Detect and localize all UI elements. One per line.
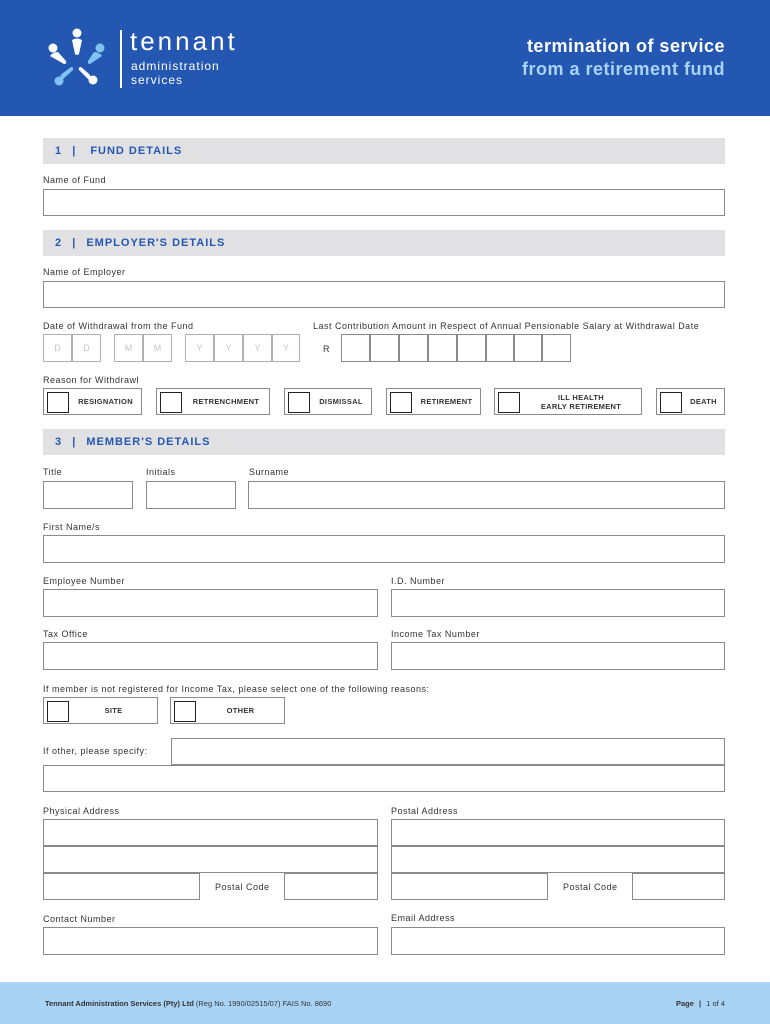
section-fund-details-header	[43, 138, 725, 164]
postal-address-label: Postal Address	[391, 806, 459, 816]
contribution-amount-cell[interactable]	[486, 334, 514, 362]
footer-registration: (Reg No. 1990/02515/07) FAIS No. 8690	[195, 999, 332, 1008]
section-number: 2	[55, 237, 63, 249]
postal-address-line-3[interactable]	[391, 873, 548, 900]
footer-page-separator: |	[699, 999, 702, 1008]
section-title: EMPLOYER'S DETAILS	[86, 237, 226, 249]
id-number-label: I.D. Number	[391, 576, 446, 586]
reason-death-option[interactable]	[656, 388, 725, 415]
postal-address-line-2[interactable]	[391, 846, 725, 873]
retrenchment-checkbox[interactable]	[160, 392, 182, 413]
date-year-cell[interactable]: Y	[214, 334, 243, 362]
contribution-amount-cell[interactable]	[542, 334, 571, 362]
retirement-label: RETIREMENT	[420, 397, 473, 406]
physical-address-line-3[interactable]	[43, 873, 200, 900]
contact-number-input[interactable]	[43, 927, 378, 955]
email-address-input[interactable]	[391, 927, 725, 955]
brand-subtitle-1: administration	[131, 59, 220, 73]
reason-for-withdrawal-label: Reason for Withdrawl	[43, 375, 140, 385]
id-number-input[interactable]	[391, 589, 725, 617]
date-year-cell[interactable]: Y	[272, 334, 300, 362]
section-number: 3	[55, 436, 63, 448]
contribution-amount-cell[interactable]	[428, 334, 457, 362]
employee-number-label: Employee Number	[43, 576, 126, 586]
site-checkbox[interactable]	[47, 701, 69, 722]
physical-postal-code-label: Postal Code	[215, 882, 270, 892]
reason-retirement-option[interactable]	[386, 388, 481, 415]
other-specify-input[interactable]	[171, 738, 725, 765]
tax-office-label: Tax Office	[43, 629, 88, 639]
title-label: Title	[43, 467, 63, 477]
footer-page-value: 1 of 4	[706, 999, 725, 1008]
resignation-label: RESIGNATION	[78, 397, 133, 406]
first-names-label: First Name/s	[43, 522, 101, 532]
contribution-amount-cell[interactable]	[370, 334, 399, 362]
postal-postal-code-input[interactable]	[632, 873, 725, 900]
footer-company-name: Tennant Administration Services (Pty) Ltd	[45, 999, 194, 1008]
death-label: DEATH	[690, 397, 717, 406]
date-of-withdrawal-label: Date of Withdrawal from the Fund	[43, 321, 194, 331]
brand-divider	[120, 30, 122, 88]
title-input[interactable]	[43, 481, 133, 509]
reason-dismissal-option[interactable]	[284, 388, 372, 415]
other-specify-input-line-2[interactable]	[43, 765, 725, 792]
name-of-employer-label: Name of Employer	[43, 267, 126, 277]
employee-number-input[interactable]	[43, 589, 378, 617]
brand-subtitle-2: services	[131, 73, 184, 87]
section-employer-details-header	[43, 230, 725, 256]
first-names-input[interactable]	[43, 535, 725, 563]
other-label: OTHER	[226, 706, 255, 715]
tax-reason-site-option[interactable]	[43, 697, 158, 724]
other-specify-label: If other, please specify:	[43, 746, 148, 756]
surname-label: Surname	[249, 467, 290, 477]
site-label: SITE	[104, 706, 123, 715]
reason-ill-health-option[interactable]	[494, 388, 642, 415]
name-of-fund-label: Name of Fund	[43, 175, 107, 185]
people-circle-logo-icon	[44, 26, 110, 90]
tax-reason-other-option[interactable]	[170, 697, 285, 724]
ill-health-label	[523, 389, 639, 414]
form-title-line-2: from a retirement fund	[521, 59, 725, 79]
ill-health-checkbox[interactable]	[498, 392, 520, 413]
surname-input[interactable]	[248, 481, 725, 509]
contact-number-label: Contact Number	[43, 914, 116, 924]
contribution-amount-cell[interactable]	[457, 334, 486, 362]
contribution-amount-cell[interactable]	[399, 334, 428, 362]
ill-health-line-2: EARLY RETIREMENT	[540, 401, 622, 411]
brand-name: tennant	[130, 26, 238, 56]
date-day-cell[interactable]: D	[72, 334, 101, 362]
name-of-employer-input[interactable]	[43, 281, 725, 308]
physical-address-line-1[interactable]	[43, 819, 378, 846]
physical-address-label: Physical Address	[43, 806, 120, 816]
section-separator: |	[72, 145, 77, 157]
death-checkbox[interactable]	[660, 392, 682, 413]
footer-page-label: Page	[676, 999, 694, 1008]
physical-address-line-2[interactable]	[43, 846, 378, 873]
section-member-details-header	[43, 429, 725, 455]
section-number: 1	[55, 145, 63, 157]
date-day-cell[interactable]: D	[43, 334, 72, 362]
tax-reason-label: If member is not registered for Income Tax, please select one of the following reasons:	[43, 684, 430, 694]
resignation-checkbox[interactable]	[47, 392, 69, 413]
name-of-fund-input[interactable]	[43, 189, 725, 216]
footer-company-info	[45, 999, 331, 1008]
header-banner	[0, 0, 770, 116]
income-tax-number-input[interactable]	[391, 642, 725, 670]
retirement-checkbox[interactable]	[390, 392, 412, 413]
section-separator: |	[72, 237, 77, 249]
date-year-cell[interactable]: Y	[243, 334, 272, 362]
retrenchment-label: RETRENCHMENT	[192, 397, 260, 406]
section-title: FUND DETAILS	[90, 145, 183, 157]
physical-postal-code-input[interactable]	[284, 873, 378, 900]
section-separator: |	[72, 436, 77, 448]
initials-input[interactable]	[146, 481, 236, 509]
ill-health-line-1: ILL HEALTH	[557, 392, 605, 402]
contribution-amount-cell[interactable]	[341, 334, 370, 362]
other-checkbox[interactable]	[174, 701, 196, 722]
section-title: MEMBER'S DETAILS	[86, 436, 211, 448]
contribution-amount-cell[interactable]	[514, 334, 542, 362]
email-address-label: Email Address	[391, 913, 456, 923]
footer-page-indicator	[676, 999, 725, 1008]
last-contribution-label: Last Contribution Amount in Respect of Annual Pensionable Salary at Withdrawal Date	[313, 321, 700, 331]
dismissal-label: DISMISSAL	[319, 397, 363, 406]
currency-label: R	[323, 344, 330, 354]
postal-address-line-1[interactable]	[391, 819, 725, 846]
postal-postal-code-label: Postal Code	[563, 882, 618, 892]
tax-office-input[interactable]	[43, 642, 378, 670]
reason-retrenchment-option[interactable]	[156, 388, 270, 415]
date-year-cell[interactable]: Y	[185, 334, 214, 362]
dismissal-checkbox[interactable]	[288, 392, 310, 413]
initials-label: Initials	[146, 467, 176, 477]
date-month-cell[interactable]: M	[143, 334, 172, 362]
date-month-cell[interactable]: M	[114, 334, 143, 362]
income-tax-number-label: Income Tax Number	[391, 629, 480, 639]
reason-resignation-option[interactable]	[43, 388, 142, 415]
form-title-line-1: termination of service	[526, 36, 725, 56]
